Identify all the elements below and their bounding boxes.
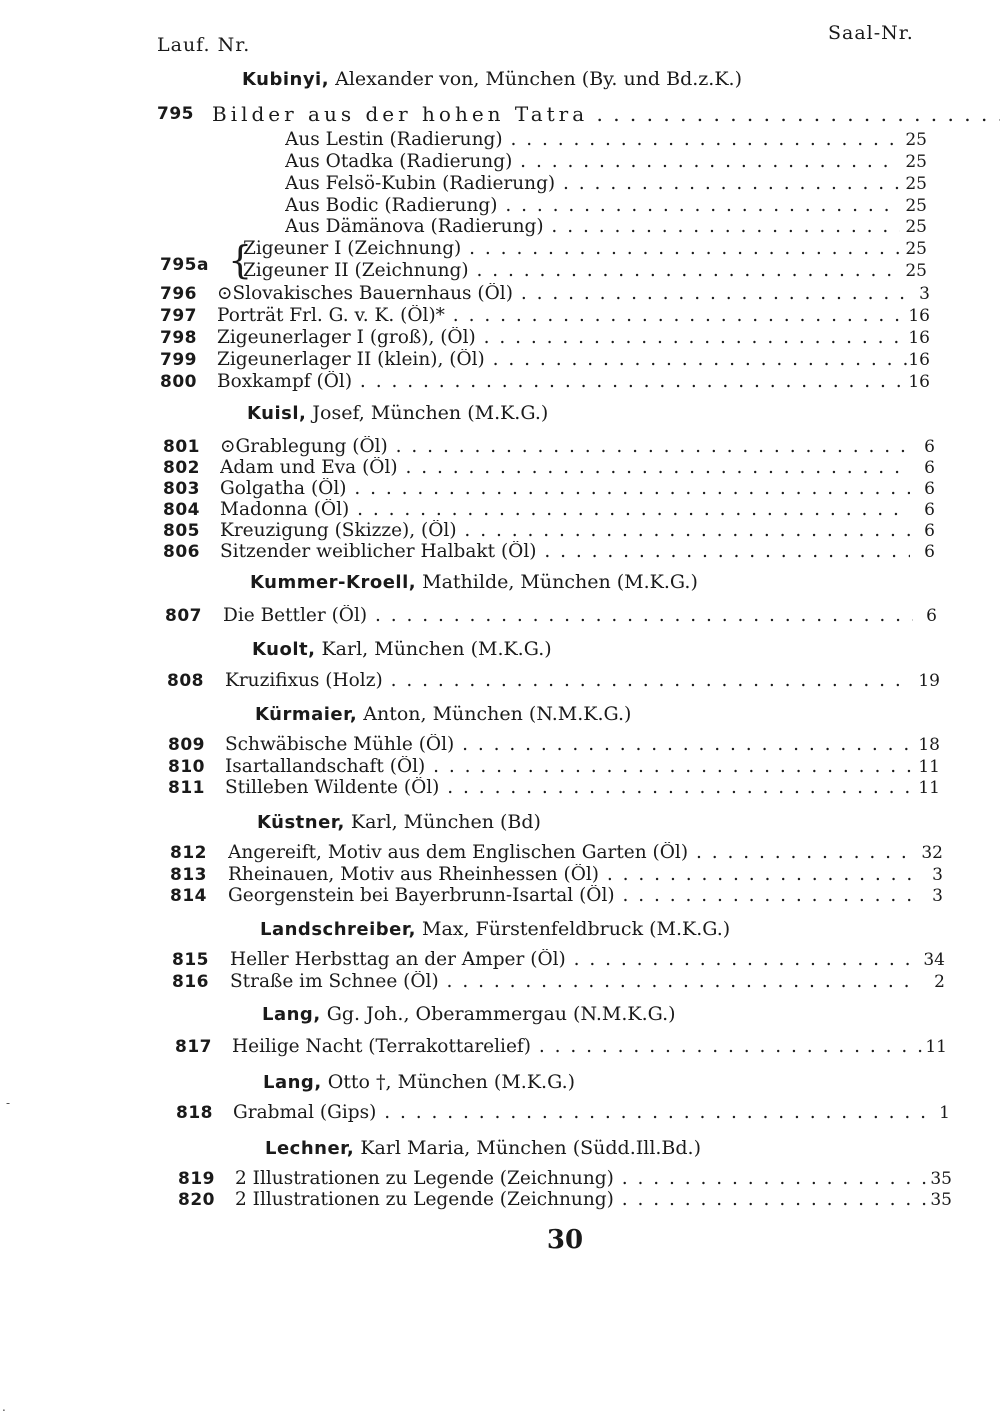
entry-row — [0, 371, 960, 393]
scan-mark: - — [6, 1096, 11, 1110]
saal-number: 6 — [924, 437, 935, 457]
entry-row — [0, 499, 960, 521]
entry-row — [0, 605, 960, 627]
saal-number: 11 — [918, 757, 940, 777]
entry-title: Sitzender weiblicher Halbakt (Öl) . . . — [220, 541, 910, 563]
artist-heading — [262, 1003, 676, 1025]
entry-title: Aus Dämänova (Radierung) . . . — [285, 216, 900, 238]
entry-row — [0, 151, 960, 173]
entry-row — [0, 842, 960, 864]
entry-title: Golgatha (Öl) . . . — [220, 478, 910, 500]
entry-row — [0, 520, 960, 542]
saal-number: 34 — [923, 950, 945, 970]
artist-name: Kummer-Kroell, — [250, 572, 417, 593]
artist-name: Lang, — [263, 1072, 322, 1093]
entry-number: 795 — [157, 104, 194, 124]
entry-row — [0, 478, 960, 500]
saal-number: 3 — [919, 284, 930, 304]
entry-title: Adam und Eva (Öl) . . . — [220, 457, 910, 479]
entry-title: ⊙Slovakisches Bauernhaus (Öl) . . . — [217, 283, 907, 305]
entry-number: 805 — [163, 521, 200, 541]
entry-number: 801 — [163, 437, 200, 457]
saal-number: 25 — [905, 196, 927, 216]
entry-title: Madonna (Öl) . . . — [220, 499, 910, 521]
entry-row — [0, 864, 960, 886]
artist-info: Karl Maria, München (Südd.Ill.Bd.) — [360, 1137, 702, 1159]
entry-row — [0, 734, 960, 756]
entry-row — [0, 1189, 960, 1211]
entry-title: Zigeunerlager II (klein), (Öl) . . . — [217, 349, 907, 371]
entry-title: Porträt Frl. G. v. K. (Öl)* . . . — [217, 305, 907, 327]
saal-number: 1 — [939, 1103, 950, 1123]
entry-number: 811 — [168, 778, 205, 798]
entry-title: Aus Lestin (Radierung) . . . — [285, 129, 900, 151]
entry-number: 812 — [170, 843, 207, 863]
artist-name: Lechner, — [265, 1138, 355, 1159]
entry-row — [0, 949, 960, 971]
saal-number: 6 — [924, 542, 935, 562]
artist-info: Alexander von, München (By. und Bd.z.K.) — [335, 68, 742, 90]
artist-name: Kuolt, — [252, 639, 316, 660]
entry-row — [0, 216, 960, 238]
artist-info: Max, Fürstenfeldbruck (M.K.G.) — [421, 918, 731, 940]
artist-heading — [250, 571, 698, 593]
saal-number: 6 — [926, 606, 937, 626]
entry-title: Zigeuner II (Zeichnung) . . . — [243, 260, 900, 282]
header-lauf-nr: Lauf. Nr. — [157, 34, 251, 56]
entry-title: Rheinauen, Motiv aus Rheinhessen (Öl) . . . — [228, 864, 918, 886]
entry-title: Stilleben Wildente (Öl) . . . — [225, 777, 915, 799]
entry-row — [0, 1168, 960, 1190]
saal-number: 32 — [921, 843, 943, 863]
entry-row — [0, 283, 960, 305]
entry-number: 806 — [163, 542, 200, 562]
entry-number: 796 — [160, 284, 197, 304]
entry-title: ⊙Grablegung (Öl) . . . — [220, 436, 910, 458]
artist-info: Karl, München (Bd) — [350, 811, 541, 833]
entry-number: 820 — [178, 1190, 215, 1210]
saal-number: 18 — [918, 735, 940, 755]
artist-info: Karl, München (M.K.G.) — [321, 638, 552, 660]
saal-number: 16 — [908, 350, 930, 370]
entry-row — [0, 885, 960, 907]
saal-number: 6 — [924, 458, 935, 478]
entry-row — [0, 1036, 960, 1058]
entry-number: 802 — [163, 458, 200, 478]
saal-number: 2 — [934, 972, 945, 992]
artist-heading — [247, 402, 548, 424]
entry-title: Aus Bodic (Radierung) . . . — [285, 195, 900, 217]
entry-number: 816 — [172, 972, 209, 992]
entry-row — [0, 195, 960, 217]
entry-row — [0, 777, 960, 799]
entry-title: Straße im Schnee (Öl) . . . — [230, 971, 920, 993]
artist-name: Kubinyi, — [242, 69, 330, 90]
artist-heading — [260, 918, 730, 940]
saal-number: 35 — [930, 1169, 952, 1189]
saal-number: 3 — [932, 886, 943, 906]
saal-number: 25 — [905, 130, 927, 150]
entry-row — [0, 305, 960, 327]
artist-info: Otto †, München (M.K.G.) — [327, 1071, 576, 1093]
entry-title: Heller Herbsttag an der Amper (Öl) . . . — [230, 949, 920, 971]
artist-heading — [263, 1071, 575, 1093]
entry-row — [0, 1102, 960, 1124]
entry-title: Aus Otadka (Radierung) . . . — [285, 151, 900, 173]
entry-row — [0, 327, 960, 349]
page-number: 30 — [546, 1225, 584, 1255]
saal-number: 16 — [908, 306, 930, 326]
entry-row — [0, 457, 960, 479]
entry-number: 803 — [163, 479, 200, 499]
artist-heading — [242, 68, 742, 90]
entry-title: 2 Illustrationen zu Legende (Zeichnung) . . . — [235, 1168, 930, 1190]
artist-info: Anton, München (N.M.K.G.) — [363, 703, 632, 725]
entry-title: Boxkampf (Öl) . . . — [217, 371, 907, 393]
entry-row — [0, 971, 960, 993]
saal-number: 16 — [908, 328, 930, 348]
entry-title: Zigeunerlager I (groß), (Öl) . . . — [217, 327, 907, 349]
artist-heading — [252, 638, 552, 660]
entry-title: Aus Felsö-Kubin (Radierung) . . . — [285, 173, 900, 195]
saal-number: 3 — [932, 865, 943, 885]
group-title-row — [0, 103, 960, 125]
saal-number: 11 — [925, 1037, 947, 1057]
entry-title: Die Bettler (Öl) . . . — [223, 605, 913, 627]
artist-name: Landschreiber, — [260, 919, 416, 940]
entry-title: Georgenstein bei Bayerbrunn-Isartal (Öl) . . . — [228, 885, 918, 907]
brace-icon: { — [228, 238, 253, 282]
saal-number: 25 — [905, 152, 927, 172]
artist-heading — [265, 1137, 701, 1159]
artist-heading — [255, 703, 631, 725]
entry-title: Zigeuner I (Zeichnung) . . . — [243, 238, 900, 260]
artist-heading — [257, 811, 541, 833]
header-saal-nr: Saal-Nr. — [828, 22, 914, 44]
entry-row — [0, 129, 960, 151]
artist-name: Küstner, — [257, 812, 345, 833]
entry-title: Kruzifixus (Holz) . . . — [225, 670, 910, 692]
entry-title: Kreuzigung (Skizze), (Öl) . . . — [220, 520, 910, 542]
artist-name: Lang, — [262, 1004, 321, 1025]
entry-number: 795a — [160, 255, 209, 275]
artist-info: Gg. Joh., Oberammergau (N.M.K.G.) — [326, 1003, 676, 1025]
entry-title: Schwäbische Mühle (Öl) . . . — [225, 734, 915, 756]
entry-row — [0, 541, 960, 563]
entry-number: 800 — [160, 372, 197, 392]
entry-number: 818 — [176, 1103, 213, 1123]
saal-number: 25 — [905, 174, 927, 194]
entry-row — [0, 756, 960, 778]
entry-row — [0, 238, 960, 260]
entry-number: 813 — [170, 865, 207, 885]
entry-title: 2 Illustrationen zu Legende (Zeichnung) . . . — [235, 1189, 930, 1211]
saal-number: 11 — [918, 778, 940, 798]
entry-title: Heilige Nacht (Terrakottarelief) . . . — [232, 1036, 922, 1058]
entry-row — [0, 436, 960, 458]
entry-number: 797 — [160, 306, 197, 326]
scan-mark: . — [2, 1400, 6, 1414]
entry-row — [0, 670, 960, 692]
entry-number: 810 — [168, 757, 205, 777]
entry-number: 819 — [178, 1169, 215, 1189]
saal-number: 25 — [905, 239, 927, 259]
entry-number: 809 — [168, 735, 205, 755]
entry-title: Angereift, Motiv aus dem Englischen Garten (Öl) . . . — [228, 842, 918, 864]
saal-number: 25 — [905, 261, 927, 281]
entry-number: 808 — [167, 671, 204, 691]
entry-number: 798 — [160, 328, 197, 348]
entry-number: 799 — [160, 350, 197, 370]
artist-name: Kuisl, — [247, 403, 307, 424]
entry-title: Grabmal (Gips) . . . — [233, 1102, 928, 1124]
saal-number: 35 — [930, 1190, 952, 1210]
entry-number: 807 — [165, 606, 202, 626]
artist-info: Josef, München (M.K.G.) — [312, 402, 549, 424]
entry-title: Isartallandschaft (Öl) . . . — [225, 756, 915, 778]
saal-number: 6 — [924, 521, 935, 541]
entry-number: 815 — [172, 950, 209, 970]
artist-info: Mathilde, München (M.K.G.) — [422, 571, 698, 593]
group-title: Bilder aus der hohen Tatra . . . — [212, 103, 1000, 125]
saal-number: 25 — [905, 217, 927, 237]
saal-number: 19 — [918, 671, 940, 691]
entry-row — [0, 349, 960, 371]
saal-number: 6 — [924, 500, 935, 520]
entry-number: 817 — [175, 1037, 212, 1057]
entry-number: 814 — [170, 886, 207, 906]
entry-row — [0, 173, 960, 195]
saal-number: 16 — [908, 372, 930, 392]
entry-row — [0, 255, 960, 282]
entry-number: 804 — [163, 500, 200, 520]
saal-number: 6 — [924, 479, 935, 499]
artist-name: Kürmaier, — [255, 704, 358, 725]
